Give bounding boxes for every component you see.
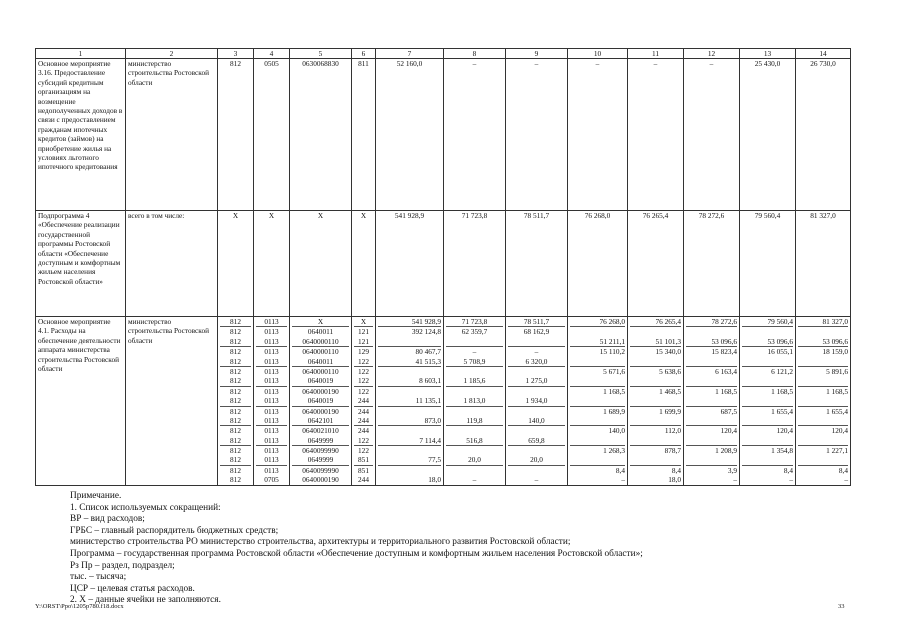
sub-row-cell: 120,4 (831, 426, 848, 436)
sub-row-cell: 812 (230, 475, 241, 485)
note-line: министерство строительства РО министерство строительства, архитектуры и территориального развития Ростовской области; (70, 537, 571, 548)
rzpr-code: X (254, 211, 290, 317)
sub-row-cell: 1 227,1 (826, 446, 848, 456)
sub-row-cell (570, 436, 625, 446)
sub-row-cell: 812 (220, 337, 251, 347)
sub-row-cell: 244 (354, 396, 373, 406)
sub-row-cell: 6 163,4 (715, 366, 737, 376)
sub-row-cell: 0640000190 (302, 406, 339, 416)
sub-row-cell: 3,9 (727, 465, 737, 475)
amount-year: 71 723,8 (444, 211, 506, 317)
sub-row-cell: 0640011 (292, 357, 349, 367)
amount-column (506, 317, 568, 486)
sub-row-cell: 15 110,2 (599, 347, 625, 357)
sub-row-cell: 0640011 (307, 327, 334, 337)
sub-row-cell: 0642101 (292, 416, 349, 426)
sub-row-cell: 81 327,0 (798, 317, 848, 327)
sub-row-cell: 1 168,5 (715, 386, 737, 396)
sub-row-cell: – (534, 347, 539, 357)
amount-column (796, 317, 851, 486)
sub-row-cell: 812 (230, 327, 241, 337)
column-number: 14 (796, 49, 851, 59)
csr-column (290, 317, 352, 486)
sub-row-cell (378, 367, 441, 376)
table-row (36, 317, 851, 486)
amount-year: 26 730,0 (796, 59, 851, 211)
sub-row-cell (686, 436, 737, 446)
amount-column (568, 317, 628, 486)
sub-row-cell (798, 436, 848, 446)
amount-year: – (568, 59, 628, 211)
sub-row-cell: 812 (220, 436, 251, 446)
sub-row-cell: 112,0 (664, 426, 681, 436)
sub-row-cell: 0113 (264, 327, 279, 337)
sub-row-cell: 0113 (264, 386, 279, 396)
sub-row-cell: 1 275,0 (508, 376, 565, 386)
sub-row-cell: 0113 (264, 465, 279, 475)
grbs-code: X (218, 211, 254, 317)
sub-row-cell: 1 168,5 (771, 386, 793, 396)
sub-row-cell: 8,4 (838, 465, 848, 475)
sub-row-cell: 244 (358, 426, 369, 436)
sub-row-cell: 812 (220, 376, 251, 386)
sub-row-cell: 53 096,6 (686, 337, 737, 347)
sub-row-cell: 6 320,0 (508, 357, 565, 367)
vr-code: X (352, 211, 376, 317)
amount-column (684, 317, 740, 486)
sub-row-cell (630, 327, 681, 336)
sub-row-cell: 0640019 (292, 396, 349, 406)
sub-row-cell (378, 337, 441, 347)
sub-row-cell (742, 396, 793, 406)
executor: всего в том числе: (126, 211, 218, 317)
sub-row-cell: 129 (358, 347, 369, 357)
sub-row-cell: 0113 (264, 406, 279, 416)
sub-row-cell: 1 208,9 (715, 446, 737, 456)
amount-year: 76 268,0 (568, 211, 628, 317)
sub-row-cell: 0640000110 (302, 347, 339, 357)
sub-row-cell (508, 387, 565, 396)
sub-row-cell: 5 891,6 (826, 366, 848, 376)
sub-row-cell: 0640021010 (302, 426, 339, 436)
sub-row-cell (570, 455, 625, 465)
sub-row-cell: 0113 (256, 396, 287, 406)
sub-row-cell: 0640099990 (302, 446, 339, 456)
sub-row-cell: 0640000110 (292, 337, 349, 347)
sub-row-cell: – (472, 347, 477, 357)
sub-row-cell (570, 376, 625, 386)
amount-column (740, 317, 796, 486)
sub-row-cell: – (733, 475, 737, 485)
note-line: тыс. – тысяча; (70, 572, 127, 583)
column-number: 9 (506, 49, 568, 59)
sub-row-cell: 1 699,9 (659, 406, 681, 416)
column-number: 13 (740, 49, 796, 59)
sub-row-cell (630, 396, 681, 406)
sub-row-cell: 0113 (264, 426, 279, 436)
sub-row-cell (742, 416, 793, 426)
sub-row-cell: 812 (220, 317, 251, 327)
sub-row-cell: 0113 (256, 436, 287, 446)
sub-row-cell: 1 934,0 (508, 396, 565, 406)
sub-row-cell: 0113 (256, 337, 287, 347)
sub-row-cell: 0113 (256, 357, 287, 367)
sub-row-cell: 68 162,9 (523, 327, 550, 337)
note-line: ВР – вид расходов; (70, 514, 145, 525)
sub-row-cell (742, 455, 793, 465)
sub-row-cell: 812 (220, 357, 251, 367)
sub-row-cell: 8,4 (615, 465, 625, 475)
sub-row-cell: 1 185,6 (446, 376, 503, 386)
amount-column (628, 317, 684, 486)
sub-row-cell: – (789, 475, 793, 485)
sub-row-cell: 121 (354, 337, 373, 347)
sub-row-cell: 1 655,4 (826, 406, 848, 416)
sub-row-cell: 80 467,7 (415, 347, 441, 357)
sub-row-cell: 8,4 (671, 465, 681, 475)
sub-row-cell: 0640000110 (302, 366, 339, 376)
sub-row-cell: – (472, 475, 477, 485)
sub-row-cell: 0640000190 (302, 386, 339, 396)
sub-row-cell: X (354, 317, 373, 327)
sub-row-cell (686, 376, 737, 386)
sub-row-cell (630, 376, 681, 386)
sub-row-cell (570, 357, 625, 367)
sub-row-cell: 1 268,3 (603, 446, 625, 456)
sub-row-cell: 812 (230, 465, 241, 475)
sub-row-cell: 140,0 (508, 416, 565, 426)
sub-row-cell: 812 (220, 416, 251, 426)
sub-row-cell: 122 (358, 446, 369, 456)
sub-row-cell (686, 416, 737, 426)
sub-row-cell: 78 511,7 (508, 317, 565, 327)
note-line: Примечание. (70, 491, 122, 501)
sub-row-cell: 659,8 (508, 436, 565, 446)
sub-row-cell: 878,7 (664, 446, 681, 456)
amount-column (444, 317, 506, 486)
sub-row-cell (798, 376, 848, 386)
notes-block (70, 491, 643, 607)
measure-name: Основное мероприятие 3.16. Предоставление субсидий кредитным организациям на возмещение недополученных доходов в связи с предоставлением гражданам ипотечных кредитов (займов) на приобретение жилья на условиях льготного ипотечного кредитования (36, 59, 126, 211)
column-number: 11 (628, 49, 684, 59)
sub-row-cell: 140,0 (608, 426, 625, 436)
sub-row-cell: 244 (358, 406, 369, 416)
sub-row-cell (570, 327, 625, 336)
sub-row-cell: 15 340,0 (655, 347, 681, 357)
sub-row-cell: 51 101,3 (630, 337, 681, 347)
sub-row-cell (446, 466, 503, 475)
grbs-code: 812 (218, 59, 254, 211)
sub-row-cell (378, 466, 441, 475)
sub-row-cell: 0113 (256, 376, 287, 386)
sub-row-cell: 812 (230, 426, 241, 436)
sub-row-cell: 812 (220, 455, 251, 465)
sub-row-cell (446, 387, 503, 396)
sub-row-cell: 76 268,0 (570, 317, 625, 327)
sub-row-cell: 873,0 (378, 416, 441, 426)
sub-row-cell: – (844, 475, 848, 485)
sub-row-cell: 541 928,9 (378, 317, 441, 327)
rzpr-code: 0505 (254, 59, 290, 211)
sub-row-cell: 392 124,8 (411, 327, 441, 337)
sub-row-cell: 8 603,1 (378, 376, 441, 386)
sub-row-cell: 0113 (264, 366, 279, 376)
sub-row-cell: 53 096,6 (798, 337, 848, 347)
sub-row-cell: 0113 (264, 347, 279, 357)
sub-row-cell: 1 689,9 (603, 406, 625, 416)
amount-year: 25 430,0 (740, 59, 796, 211)
column-number: 10 (568, 49, 628, 59)
sub-row-cell: 120,4 (720, 426, 737, 436)
sub-row-cell (508, 367, 565, 376)
sub-row-cell (378, 407, 441, 416)
sub-row-cell: 20,0 (508, 455, 565, 465)
sub-row-cell (446, 407, 503, 416)
sub-row-cell (446, 446, 503, 455)
sub-row-cell: 812 (230, 386, 241, 396)
sub-row-cell: X (292, 317, 349, 327)
sub-row-cell: 122 (358, 386, 369, 396)
sub-row-cell: 79 560,4 (742, 317, 793, 327)
sub-row-cell: – (621, 475, 625, 485)
sub-row-cell: 77,5 (378, 455, 441, 465)
sub-row-cell (630, 357, 681, 367)
executor: министерство строительства Ростовской области (126, 59, 218, 211)
sub-row-cell: 119,8 (446, 416, 503, 426)
sub-row-cell: 812 (230, 406, 241, 416)
sub-row-cell: 7 114,4 (378, 436, 441, 446)
sub-row-cell: 51 211,1 (570, 337, 625, 347)
column-number: 6 (352, 49, 376, 59)
sub-row-cell: 120,4 (776, 426, 793, 436)
sub-row-cell: 1 168,5 (603, 386, 625, 396)
sub-row-cell (630, 455, 681, 465)
amount-year: 81 327,0 (796, 211, 851, 317)
amount-year: – (506, 59, 568, 211)
sub-row-cell: 851 (354, 455, 373, 465)
column-number: 12 (684, 49, 740, 59)
sub-row-cell (446, 367, 503, 376)
sub-row-cell: 53 096,6 (742, 337, 793, 347)
note-line: Программа – государственная программа Ростовской области «Обеспечение доступным и комфортным жильем населения Ростовской области»; (70, 548, 643, 559)
sub-row-cell (742, 357, 793, 367)
sub-row-cell: 71 723,8 (446, 317, 503, 327)
amount-column (376, 317, 444, 486)
sub-row-cell: 1 168,5 (826, 386, 848, 396)
sub-row-cell (630, 436, 681, 446)
sub-row-cell (446, 337, 503, 347)
sub-row-cell (378, 426, 441, 435)
amount-total: 52 160,0 (376, 59, 444, 211)
sub-row-cell (686, 357, 737, 367)
amount-year: 76 265,4 (628, 211, 684, 317)
sub-row-cell: 16 055,1 (767, 347, 793, 357)
column-number: 2 (126, 49, 218, 59)
amount-year: – (684, 59, 740, 211)
sub-row-cell: 812 (230, 347, 241, 357)
sub-row-cell (742, 376, 793, 386)
sub-row-cell: – (534, 475, 539, 485)
vr-code: 811 (352, 59, 376, 211)
sub-row-cell: 1 354,8 (771, 446, 793, 456)
sub-row-cell: 0113 (256, 416, 287, 426)
column-number: 7 (376, 49, 444, 59)
csr-code: 0630068830 (290, 59, 352, 211)
sub-row-cell: 0113 (264, 446, 279, 456)
sub-row-cell: 0649999 (292, 455, 349, 465)
sub-row-cell (570, 416, 625, 426)
column-number-row (36, 49, 851, 59)
sub-row-cell (686, 455, 737, 465)
sub-row-cell: 0640099990 (302, 465, 339, 475)
sub-row-cell (686, 327, 737, 336)
sub-row-cell (378, 446, 441, 455)
sub-row-cell (742, 327, 793, 336)
table-row (36, 59, 851, 211)
grbs-column (218, 317, 254, 486)
sub-row-cell: 5 708,9 (446, 357, 503, 367)
sub-row-cell: 15 823,4 (711, 347, 737, 357)
sub-row-cell: 5 638,6 (659, 366, 681, 376)
sub-row-cell (686, 396, 737, 406)
sub-row-cell: 0640000190 (302, 475, 339, 485)
executor: министерство строительства Ростовской области (126, 317, 218, 486)
sub-row-cell: 5 671,6 (603, 366, 625, 376)
note-line: 2. Х – данные ячейки не заполняются. (70, 595, 221, 606)
column-number: 4 (254, 49, 290, 59)
sub-row-cell: 244 (354, 416, 373, 426)
sub-row-cell: 516,8 (446, 436, 503, 446)
sub-row-cell: 62 359,7 (461, 327, 488, 337)
sub-row-cell (742, 436, 793, 446)
sub-row-cell: 18,0 (668, 475, 681, 485)
sub-row-cell: 122 (354, 436, 373, 446)
sub-row-cell (508, 466, 565, 475)
sub-row-cell (446, 426, 503, 435)
sub-row-cell (798, 416, 848, 426)
column-number: 5 (290, 49, 352, 59)
sub-row-cell (508, 426, 565, 435)
sub-row-cell: 812 (230, 446, 241, 456)
sub-row-cell (508, 407, 565, 416)
note-line: Рз Пр – раздел, подраздел; (70, 560, 175, 571)
sub-row-cell: 812 (220, 396, 251, 406)
column-number: 1 (36, 49, 126, 59)
sub-row-cell: 76 265,4 (630, 317, 681, 327)
sub-row-cell: 687,5 (720, 406, 737, 416)
sub-row-cell (508, 337, 565, 347)
sub-row-cell: 1 655,4 (771, 406, 793, 416)
sub-row-cell: 11 135,1 (378, 396, 441, 406)
sub-row-cell: 122 (358, 366, 369, 376)
amount-year: 78 272,6 (684, 211, 740, 317)
sub-row-cell: 851 (358, 465, 369, 475)
amount-year: – (628, 59, 684, 211)
sub-row-cell: 244 (358, 475, 369, 485)
amount-year: 78 511,7 (506, 211, 568, 317)
sub-row-cell: 0705 (264, 475, 279, 485)
note-line: ЦСР – целевая статья расходов. (70, 583, 195, 594)
column-number: 8 (444, 49, 506, 59)
note-line: 1. Список используемых сокращений: (70, 502, 221, 513)
sub-row-cell: 6 121,2 (771, 366, 793, 376)
sub-row-cell: 78 272,6 (686, 317, 737, 327)
sub-row-cell: 20,0 (446, 455, 503, 465)
measure-name: Основное мероприятие 4.1. Расходы на обеспечение деятельности аппарата министерства строительства Ростовской области (36, 317, 126, 486)
sub-row-cell (798, 455, 848, 465)
table-row (36, 211, 851, 317)
column-number: 3 (218, 49, 254, 59)
sub-row-cell (570, 396, 625, 406)
sub-row-cell: 0640019 (292, 376, 349, 386)
vr-column (352, 317, 376, 486)
sub-row-cell: 0649999 (292, 436, 349, 446)
sub-row-cell: 812 (230, 366, 241, 376)
sub-row-cell: 122 (354, 357, 373, 367)
csr-code: X (290, 211, 352, 317)
sub-row-cell: 0113 (256, 317, 287, 327)
sub-row-cell: 18 159,0 (822, 347, 848, 357)
sub-row-cell: 8,4 (783, 465, 793, 475)
amount-year: – (444, 59, 506, 211)
sub-row-cell (798, 357, 848, 367)
sub-row-cell (798, 327, 848, 336)
document-path: Y:\ORST\Ppo\1205p780.f18.docx (35, 603, 124, 610)
sub-row-cell: 121 (358, 327, 369, 337)
amount-year: 79 560,4 (740, 211, 796, 317)
sub-row-cell: 41 515,3 (378, 357, 441, 367)
page-number: 33 (838, 603, 845, 610)
measure-name: Подпрограмма 4 «Обеспечение реализации государственной программы Ростовской области «Обеспечение доступным и комфортным жильем населения Ростовской области» (36, 211, 126, 317)
amount-total: 541 928,9 (376, 211, 444, 317)
sub-row-cell: 0113 (256, 455, 287, 465)
note-line: ГРБС – главный распорядитель бюджетных средств; (70, 525, 279, 536)
budget-table (35, 48, 851, 486)
rzpr-column (254, 317, 290, 486)
sub-row-cell (798, 396, 848, 406)
sub-row-cell: 1 813,0 (446, 396, 503, 406)
sub-row-cell: 1 468,5 (659, 386, 681, 396)
sub-row-cell (378, 387, 441, 396)
sub-row-cell: 18,0 (428, 475, 441, 485)
sub-row-cell (630, 416, 681, 426)
sub-row-cell: 122 (354, 376, 373, 386)
sub-row-cell (508, 446, 565, 455)
